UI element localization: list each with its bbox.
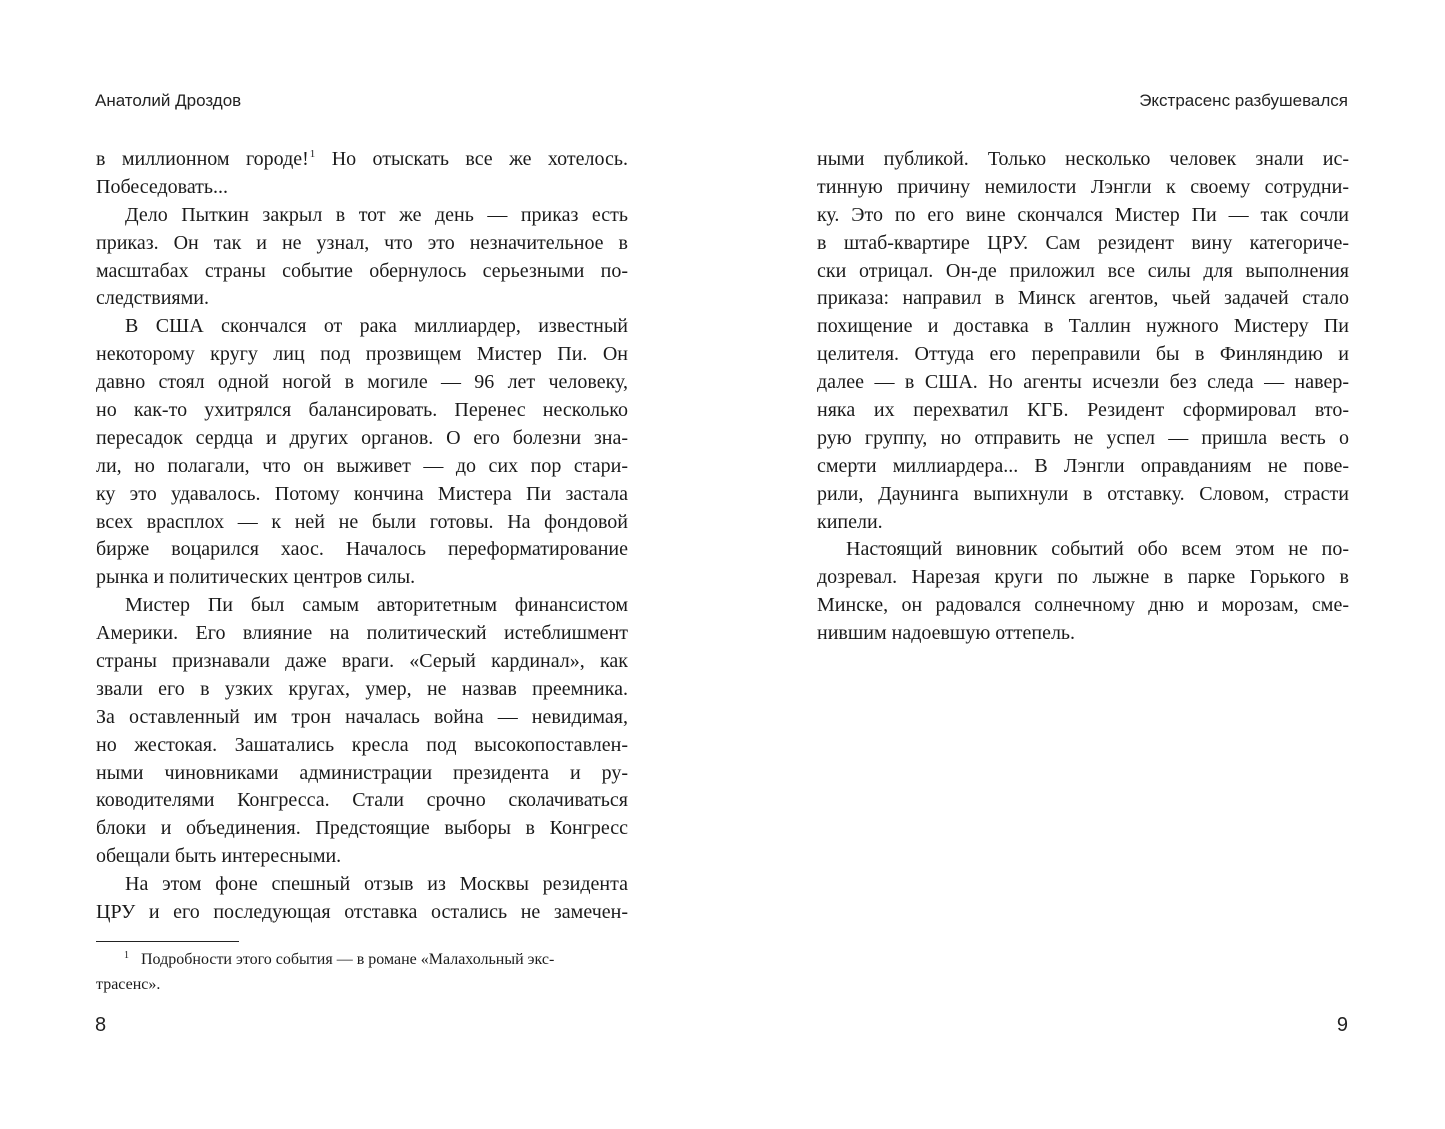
text-line: в миллионном городе!$^1$ Но отыскать все же хотелось. — [96, 148, 628, 170]
text-line: приказ. Он так и не узнал, что это незначительное в — [96, 231, 628, 254]
text-line: Мистер Пи был самым авторитетным финансистом — [125, 594, 628, 617]
text-line: Дело Пыткин закрыл в тот же день — приказ есть — [125, 203, 628, 226]
text-line: Америки. Его влияние на политический истеблишмент — [96, 622, 628, 645]
text-line: но жестокая. Зашатались кресла под высокопоставлен- — [96, 733, 628, 756]
running-head-author: Анатолий Дроздов — [95, 91, 242, 110]
text-line: смерти миллиардера... В Лэнгли оправданиям не пове- — [817, 454, 1349, 477]
page-number: 9 — [1336, 1014, 1348, 1036]
text-line: пересадок сердца и других органов. О его болезни зна- — [96, 426, 628, 449]
text-line: Настоящий виновник событий обо всем этом не по- — [846, 538, 1349, 561]
text-line: страны признавали даже враги. «Серый кардинал», как — [96, 650, 628, 673]
text-line: ЦРУ и его последующая отставка остались не замечен- — [96, 901, 628, 924]
text-line: рынка и политических центров силы. — [96, 566, 416, 589]
body-text — [96, 146, 628, 927]
footnote-line: трасенс». — [96, 976, 161, 993]
text-line: приказа: направил в Минск агентов, чьей задачей стало — [817, 287, 1349, 310]
text-line: блоки и объединения. Предстоящие выборы в Конгресс — [96, 817, 628, 840]
text-line: всех врасплох — к ней не были готовы. На фондовой — [96, 510, 628, 533]
text-line: нившим надоевшую оттепель. — [817, 622, 1076, 645]
footnote — [96, 948, 628, 996]
text-line: но как-то ухитрялся балансировать. Перенес несколько — [96, 399, 628, 422]
text-line: ли, но полагали, что он выживет — до сих пор стари- — [96, 454, 628, 477]
page-number: 8 — [95, 1014, 107, 1036]
text-line: рую группу, но отправить не успел — пришла весть о — [817, 426, 1349, 449]
text-line: ными публикой. Только несколько человек знали ис- — [817, 148, 1349, 170]
text-line: звали его в узких кругах, умер, не назвав преемника. — [96, 677, 628, 700]
text-line: масштабах страны событие обернулось серьезными по- — [96, 259, 628, 282]
text-line: Минске, он радовался солнечному дню и морозам, сме- — [817, 594, 1349, 617]
text-line: обещали быть интересными. — [96, 845, 342, 868]
footnote-line: $^1$ Подробности этого события — в романе «Малахольный экс- — [124, 950, 555, 968]
text-line: давно стоял одной ногой в могиле — 96 лет человеку, — [96, 371, 628, 394]
text-line: некоторому кругу лиц под прозвищем Мистер Пи. Он — [96, 343, 628, 366]
running-head-title: Экстрасенс разбушевался — [1139, 91, 1348, 110]
text-line: Побеседовать... — [96, 175, 229, 198]
text-line: бирже воцарился хаос. Началось переформатирование — [96, 538, 628, 561]
footnote-marker: 1 — [124, 950, 129, 961]
text-line: следствиями. — [96, 287, 209, 310]
text-line: целителя. Оттуда его переправили бы в Финляндию и — [817, 343, 1349, 366]
text-line: ными чиновниками администрации президента и ру- — [96, 761, 628, 784]
text-line: ку это удавалось. Потому кончина Мистера Пи застала — [96, 482, 628, 505]
text-line: На этом фоне спешный отзыв из Москвы резидента — [125, 873, 628, 896]
text-line: За оставленный им трон началась война — невидимая, — [96, 705, 628, 728]
text-line: кипели. — [817, 510, 883, 533]
text-line: рили, Даунинга выпихнули в отставку. Словом, страсти — [817, 482, 1349, 505]
text-line: похищение и доставка в Таллин нужного Мистеру Пи — [817, 315, 1349, 338]
text-line: В США скончался от рака миллиардер, известный — [125, 315, 628, 338]
text-line: ководителями Конгресса. Стали срочно сколачиваться — [96, 789, 628, 812]
right-page — [722, 0, 1444, 1129]
footnote-rule — [96, 941, 239, 942]
text-line: дозревал. Нарезая круги по лыжне в парке Горького в — [817, 566, 1349, 589]
left-page — [0, 0, 722, 1129]
text-line: ку. Это по его вине скончался Мистер Пи — так сочли — [817, 203, 1349, 226]
body-text — [817, 146, 1349, 648]
text-line: ски отрицал. Он-де приложил все силы для выполнения — [817, 259, 1349, 282]
text-line: далее — в США. Но агенты исчезли без следа — навер- — [817, 371, 1349, 394]
text-line: тинную причину немилости Лэнгли к своему сотрудни- — [817, 175, 1349, 198]
text-line: няка их перехватил КГБ. Резидент сформировал вто- — [817, 399, 1349, 422]
footnote-reference: 1 — [309, 148, 316, 160]
text-line: в штаб-квартире ЦРУ. Сам резидент вину категориче- — [817, 231, 1349, 254]
